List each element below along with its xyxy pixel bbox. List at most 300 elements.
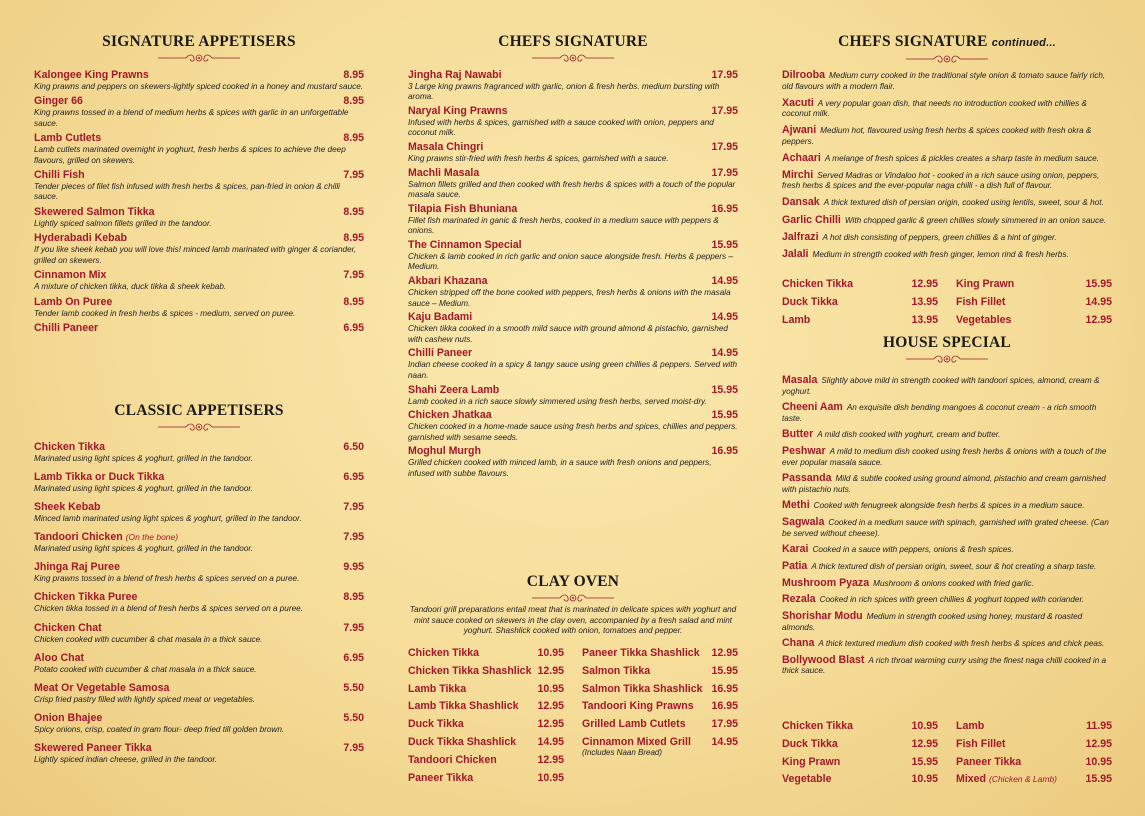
menu-item-price: 16.95 — [711, 445, 738, 458]
price-row-label — [956, 754, 1021, 772]
menu-item-description: Indian cheese cooked in a spicy & tangy sauce using green chillies & peppers. Served with naan. — [408, 360, 738, 380]
menu-item-name — [34, 69, 149, 82]
price-row-name: Tandoori Chicken — [408, 753, 497, 766]
menu-item-description: Lightly spiced salmon fillets grilled in the tandoor. — [34, 218, 212, 228]
menu-item-description: A thick textured dish of persian origin, sweet, sour & hot creating a sharp taste. — [811, 562, 1097, 571]
price-row — [582, 716, 738, 734]
menu-item-price: 16.95 — [711, 203, 738, 216]
menu-item-price: 9.95 — [343, 561, 364, 574]
menu-item — [34, 232, 364, 266]
price-row-label — [956, 771, 1057, 789]
price-row — [956, 771, 1112, 789]
price-row-price: 10.95 — [537, 682, 564, 695]
continued-label: continued... — [991, 37, 1056, 49]
menu-item-header — [34, 69, 364, 82]
price-row — [582, 698, 738, 716]
menu-item-name: Rezala — [782, 593, 816, 606]
price-row-name: Lamb Tikka — [408, 682, 467, 695]
price-row-label — [408, 716, 464, 734]
menu-item — [408, 275, 738, 309]
menu-item-name — [34, 206, 155, 219]
price-row — [782, 312, 938, 330]
menu-item-header — [408, 347, 738, 360]
price-row-name: Chicken Tikka Shashlick — [408, 664, 532, 677]
menu-item-name — [34, 232, 127, 245]
menu-item — [34, 69, 364, 92]
menu-item — [34, 622, 364, 645]
menu-item — [408, 141, 738, 164]
menu-item-description: Fillet fish marinated in ganic & fresh herbs, cooked in a medium sauce with peppers & onions. — [408, 216, 719, 236]
menu-item-header — [408, 105, 738, 118]
menu-item-price: 14.95 — [711, 347, 738, 360]
menu-item-price: 7.95 — [343, 501, 364, 514]
menu-item-header — [34, 322, 364, 335]
menu-item — [782, 544, 1112, 556]
menu-item — [782, 125, 1112, 147]
menu-item-name-text: Skewered Salmon Tikka — [34, 205, 155, 218]
menu-item-description: Marinated using light spices & yoghurt, grilled in the tandoor. — [34, 484, 254, 494]
menu-item-description: Medium hot, flavoured using fresh herbs & spices cooked with fresh okra & peppers. — [782, 126, 1092, 146]
price-row-label — [408, 698, 519, 716]
menu-item-description: If you like sheek kebab you will love this! minced lamb marinated with ginger & coriander, grilled on skewers. — [34, 245, 357, 265]
menu-item-description: Minced lamb marinated using light spices & yoghurt, grilled in the tandoor. — [34, 514, 302, 524]
menu-item-description: Medium curry cooked in the traditional style onion & tomato sauce fairly rich, old flavours with a modern flair. — [782, 71, 1106, 91]
menu-item — [34, 742, 364, 765]
price-row-name: Duck Tikka — [408, 718, 464, 731]
menu-item-header — [34, 591, 364, 604]
clay-oven-intro: Tandoori grill preparations entail meat that is marinated in delicate spices with yoghurt and mint sauce cooked on skewers in the clay oven, accompanied by a fresh salad and mint yoghurt. Shashlick cooked with onion, tomatoes and pepper. — [409, 605, 737, 635]
flourish-ornament-icon — [530, 53, 616, 63]
menu-item — [408, 105, 738, 139]
menu-item — [34, 561, 364, 584]
menu-item-name-text: Hyderabadi Kebab — [34, 232, 128, 245]
menu-item-name: Ajwani — [782, 124, 817, 137]
classic-appetisers-list — [34, 441, 364, 772]
menu-item-name-text: Tilapia Fish Bhuniana — [408, 203, 518, 216]
menu-item — [34, 652, 364, 675]
chefs-signature-continued-title — [782, 33, 1112, 52]
price-row — [782, 754, 938, 772]
flourish-ornament-icon — [530, 593, 616, 603]
chefs-signature-continued-list — [782, 70, 1112, 266]
menu-item-name-text: Cinnamon Mix — [34, 269, 107, 282]
menu-item — [34, 441, 364, 464]
menu-item — [782, 170, 1112, 192]
price-row-name: Duck Tikka — [782, 295, 838, 308]
classic-appetisers-title: CLASSIC APPETISERS — [114, 402, 284, 419]
menu-item — [782, 402, 1112, 424]
price-row-label — [582, 698, 694, 716]
price-row-label — [582, 681, 703, 699]
menu-item-name — [34, 169, 85, 182]
price-row-price: 12.95 — [537, 753, 564, 766]
flourish-ornament-icon — [904, 354, 990, 364]
menu-item — [782, 70, 1112, 92]
menu-item-name-text: Aloo Chat — [34, 651, 85, 664]
menu-item — [34, 206, 364, 229]
menu-item-description: King prawns tossed in a blend of fresh herbs & spices served on a puree. — [34, 574, 300, 584]
price-row — [782, 276, 938, 294]
menu-item-name: Garlic Chilli — [782, 213, 841, 226]
price-row-name: Salmon Tikka — [582, 664, 651, 677]
menu-item — [34, 296, 364, 319]
menu-item-price: 15.95 — [711, 239, 738, 252]
price-row-name: Salmon Tikka Shashlick — [582, 682, 703, 695]
price-row — [956, 294, 1112, 312]
menu-item-description: A thick textured dish of persian origin, cooked using lentils, sweet, sour & hot. — [823, 198, 1104, 208]
price-row-name: Paneer Tikka — [408, 771, 474, 784]
menu-item-name-text: Kalongee King Prawns — [34, 69, 149, 81]
price-row — [408, 681, 564, 699]
menu-item-name: Patia — [782, 560, 808, 572]
clay-oven-prices-left — [408, 645, 564, 787]
signature-appetisers-list — [34, 69, 364, 338]
menu-item-description: A rich throat warming curry using the finest naga chilli cooked in a thick sauce. — [782, 655, 1107, 676]
menu-item-header — [34, 269, 364, 282]
menu-item-name-text: Sheek Kebab — [34, 501, 101, 514]
menu-item-description: King prawns stir-fried with fresh herbs & spices, garnished with a sauce. — [408, 154, 669, 164]
menu-item — [782, 197, 1112, 209]
menu-item-name — [408, 69, 502, 82]
clay-oven-title: CLAY OVEN — [526, 573, 620, 590]
price-row-name: Fish Fillet — [956, 737, 1006, 750]
menu-item-name: Chana — [782, 637, 815, 650]
menu-item-description: Chicken tikka tossed in a blend of fresh herbs & spices served on a puree. — [34, 604, 303, 614]
menu-item — [408, 409, 738, 443]
menu-item-name-text: Chilli Paneer — [34, 322, 99, 335]
menu-item-description: Cooked in a sauce with peppers, onions & fresh spices. — [812, 545, 1014, 555]
menu-item-name — [34, 471, 164, 484]
menu-item-name-text: The Cinnamon Special — [408, 239, 522, 252]
price-row-price: 12.95 — [537, 718, 564, 731]
menu-item-name: Mirchi — [782, 168, 814, 181]
menu-item-name: Bollywood Blast — [782, 653, 865, 666]
menu-item — [782, 446, 1112, 468]
price-row-name: Vegetables — [956, 313, 1012, 326]
menu-item — [782, 638, 1112, 650]
price-row-price: 16.95 — [711, 700, 738, 713]
menu-item-name — [34, 296, 112, 309]
menu-item-description: A thick textured medium dish cooked with fresh herbs & spices and chick peas. — [818, 639, 1105, 649]
price-row-label — [408, 734, 516, 752]
price-row-price: 10.95 — [911, 720, 938, 732]
menu-item — [782, 611, 1112, 633]
menu-item-description: Medium in strength cooked using honey, mustard & roasted almonds. — [782, 612, 1083, 632]
menu-item-description: Infused with herbs & spices, garnished with a sauce cooked with onion, peppers and coconut milk. — [408, 118, 714, 138]
menu-item-price: 8.95 — [343, 132, 364, 145]
menu-item-name — [408, 141, 483, 154]
menu-item-description: Salmon fillets grilled and then cooked with fresh herbs & spices with a touch of the popular masala sauce. — [408, 179, 736, 200]
menu-item-name: Cheeni Aam — [782, 401, 843, 414]
menu-item-name — [34, 269, 106, 282]
chefs-continued-prices-right — [956, 276, 1112, 329]
menu-item-header — [34, 501, 364, 514]
price-row — [408, 698, 564, 716]
price-row-name: Duck Tikka Shashlick — [408, 735, 517, 748]
menu-item-name-text: Moghul Murgh — [408, 445, 481, 458]
menu-item — [782, 429, 1112, 441]
menu-item — [782, 500, 1112, 512]
menu-item-description: Lamb cutlets marinated overnight in yoghurt, fresh herbs & spices to achieve the deep flavours, grilled on skewers. — [34, 145, 346, 165]
price-row — [582, 663, 738, 681]
price-row-label — [956, 312, 1011, 330]
menu-item-name-text: Chicken Jhatkaa — [408, 409, 492, 422]
price-row-price: 12.95 — [1085, 313, 1112, 326]
price-row-name: Paneer Tikka — [956, 755, 1022, 768]
menu-item-name — [34, 95, 83, 108]
menu-item-description: With chopped garlic & green chillies slowly simmered in an onion sauce. — [844, 215, 1107, 225]
menu-item — [782, 578, 1112, 590]
menu-item-header — [34, 169, 364, 182]
menu-item-description: Crisp fried pastry filled with lightly spiced meat or vegetables. — [34, 694, 256, 704]
price-row — [956, 312, 1112, 330]
menu-item-description: Marinated using light spices & yoghurt, grilled in the tandoor. — [34, 454, 254, 463]
menu-item-name-text: Naryal King Prawns — [408, 105, 508, 118]
price-row-price: 13.95 — [911, 313, 938, 326]
menu-item-name-text: Ginger 66 — [34, 95, 83, 108]
menu-item-header — [408, 311, 738, 324]
price-row-price: 15.95 — [711, 664, 738, 677]
price-row-price: 12.95 — [537, 664, 564, 677]
menu-item-name-text: Meat Or Vegetable Samosa — [34, 681, 170, 694]
menu-item — [782, 473, 1112, 495]
price-row — [782, 736, 938, 754]
menu-item-name — [34, 132, 101, 145]
chefs-continued-prices-left — [782, 276, 938, 329]
menu-item — [34, 269, 364, 292]
menu-item-price: 7.95 — [343, 621, 364, 634]
house-special-prices-left — [782, 718, 938, 789]
menu-item-description: A mild to medium dish cooked using fresh herbs & onions with a touch of the ever popular masala sauce. — [782, 447, 1107, 467]
price-row-name: Mixed — [956, 773, 987, 786]
menu-item-description: An exquisite dish bending mangoes & coconut cream - a rich smooth taste. — [782, 403, 1097, 423]
menu-item-price: 8.95 — [343, 69, 364, 81]
menu-item-name — [34, 622, 102, 635]
menu-item-name: Jalfrazi — [782, 230, 819, 243]
menu-item — [782, 517, 1112, 539]
menu-item-name: Butter — [782, 428, 814, 441]
price-row-price: 11.95 — [1086, 720, 1112, 732]
price-row-name: Chicken Tikka — [782, 278, 854, 290]
price-row-name: Paneer Tikka Shashlick — [582, 647, 700, 659]
price-row — [782, 718, 938, 736]
price-row-price: 10.95 — [537, 647, 564, 659]
price-row-label — [956, 718, 984, 736]
price-row — [582, 681, 738, 699]
menu-item-name-text: Machli Masala — [408, 166, 480, 179]
menu-item-description: Mild & subtle cooked using ground almond, pistachio and cream garnished with pistachio nuts. — [782, 474, 1106, 494]
price-row-price: 14.95 — [537, 735, 564, 748]
menu-item-name-text: Lamb Tikka or Duck Tikka — [34, 471, 165, 484]
price-row-price: 12.95 — [911, 737, 938, 750]
menu-item-header — [34, 742, 364, 755]
menu-item — [34, 531, 364, 554]
menu-item — [782, 215, 1112, 227]
price-row-label — [408, 752, 497, 770]
price-row — [582, 645, 738, 663]
price-row-label — [782, 736, 838, 754]
price-row-label — [408, 681, 466, 699]
price-row-price: 16.95 — [711, 682, 738, 695]
menu-item-name-text: Masala Chingri — [408, 141, 484, 154]
menu-item-name — [408, 275, 487, 288]
menu-item-description: Marinated using light spices & yoghurt, grilled in the tandoor. — [34, 544, 254, 554]
menu-item-description: A mild dish cooked with yoghurt, cream and butter. — [817, 430, 1001, 440]
menu-item-name — [34, 682, 169, 695]
menu-item-name-text: Lamb Cutlets — [34, 132, 102, 145]
menu-item-name: Masala — [782, 374, 818, 386]
price-row-label — [408, 770, 473, 788]
menu-item-price: 15.95 — [711, 409, 738, 422]
menu-item-header — [34, 712, 364, 725]
menu-item-name: Achaari — [782, 151, 821, 164]
menu-item — [782, 594, 1112, 606]
menu-item-name-text: Chicken Chat — [34, 621, 102, 634]
menu-item — [782, 98, 1112, 120]
price-row-label — [782, 312, 810, 330]
price-row-price: 12.95 — [711, 647, 738, 659]
price-row-name: King Prawn — [956, 278, 1015, 290]
price-row-price: 12.95 — [911, 278, 938, 290]
menu-item-name — [408, 347, 472, 360]
price-row-name: Chicken Tikka — [408, 647, 480, 659]
menu-item-description: Tender lamb cooked in fresh herbs & spices - medium, served on puree. — [34, 308, 296, 318]
menu-item — [34, 169, 364, 203]
menu-item-name — [408, 203, 517, 216]
price-row-name: Fish Fillet — [956, 295, 1006, 308]
price-row-label — [782, 771, 831, 789]
menu-item-name: Methi — [782, 499, 810, 512]
price-row-label — [782, 276, 853, 294]
menu-item-header — [408, 239, 738, 252]
menu-item-description: Mushroom & onions cooked with fried garlic. — [873, 578, 1034, 588]
menu-item-price: 14.95 — [711, 311, 738, 324]
price-row-price: 12.95 — [1085, 737, 1112, 750]
price-row-name: Grilled Lamb Cutlets — [582, 718, 686, 731]
menu-item-header — [34, 132, 364, 145]
price-row-label — [956, 276, 1014, 294]
menu-item-price: 5.50 — [343, 711, 364, 724]
menu-item-name-text: Chicken Tikka — [34, 441, 106, 453]
menu-item-description: Medium in strength cooked with fresh ginger, lemon rind & fresh herbs. — [812, 249, 1069, 259]
menu-item-description: Slightly above mild in strength cooked with tandoori spices, almond, cream & yoghurt. — [782, 376, 1100, 396]
menu-item-header — [408, 69, 738, 82]
menu-item — [408, 445, 738, 479]
menu-item-name — [408, 384, 499, 397]
menu-item-price: 17.95 — [711, 141, 738, 154]
menu-item-header — [34, 206, 364, 219]
menu-item-header — [34, 622, 364, 635]
menu-item-price: 6.95 — [343, 471, 364, 484]
menu-item-header — [34, 471, 364, 484]
flourish-ornament-icon — [156, 53, 242, 63]
price-row-label — [782, 294, 838, 312]
menu-item-description: Chicken & lamb cooked in rich garlic and onion sauce alongside fresh. Herbs & peppers – Medium. — [408, 252, 733, 272]
price-row-label — [408, 645, 479, 663]
menu-item-note: (On the bone) — [125, 532, 179, 543]
menu-item-description: Spicy onions, crisp, coated in gram flour- deep fried till golden brown. — [34, 724, 285, 734]
menu-item-name: Passanda — [782, 472, 832, 485]
menu-item-name — [34, 652, 84, 665]
menu-item-name — [408, 409, 492, 422]
menu-item-name — [34, 591, 137, 604]
menu-item-name: Jalali — [782, 247, 809, 260]
menu-item-header — [408, 141, 738, 154]
menu-item — [34, 322, 364, 335]
price-row — [408, 734, 564, 752]
house-special-list — [782, 375, 1112, 682]
price-row — [408, 645, 564, 663]
menu-item-name-text: Tandoori Chicken — [34, 531, 123, 544]
menu-item-price: 7.95 — [343, 741, 364, 754]
price-row-label — [956, 736, 1005, 754]
menu-item — [408, 203, 738, 237]
menu-item-name — [408, 445, 481, 458]
price-row-label — [582, 663, 650, 681]
menu-item-name — [34, 441, 105, 454]
price-row — [956, 718, 1112, 736]
menu-item-price: 8.95 — [343, 205, 364, 218]
menu-item-price: 17.95 — [711, 105, 738, 118]
menu-item-name — [34, 531, 178, 544]
menu-item-header — [408, 167, 738, 180]
menu-item-header — [408, 445, 738, 458]
price-row-name: Lamb — [782, 313, 811, 326]
menu-item-name: Sagwala — [782, 516, 825, 529]
menu-item-header — [408, 275, 738, 288]
price-row — [782, 771, 938, 789]
menu-item — [408, 69, 738, 103]
price-row — [782, 294, 938, 312]
menu-item — [408, 167, 738, 201]
price-row-name: Vegetable — [782, 773, 832, 786]
menu-item-header — [408, 384, 738, 397]
price-row-price: 10.95 — [1085, 755, 1112, 768]
chefs-signature-continued-heading: CHEFS SIGNATURE — [838, 33, 988, 50]
menu-item-name: Shorishar Modu — [782, 610, 863, 623]
menu-item-name — [34, 712, 102, 725]
menu-item-name-text: Onion Bhajee — [34, 711, 103, 724]
menu-item — [408, 239, 738, 273]
menu-item-description: Potato cooked with cucumber & chat masala in a thick sauce. — [34, 664, 257, 674]
menu-item-name: Dansak — [782, 196, 820, 209]
menu-item — [408, 311, 738, 345]
menu-item-name: Karai — [782, 543, 809, 556]
menu-item-price: 7.95 — [343, 169, 364, 182]
price-row-label — [956, 294, 1005, 312]
menu-item — [782, 153, 1112, 165]
menu-item — [782, 655, 1112, 677]
menu-item-name: Dilrooba — [782, 69, 825, 81]
price-row — [408, 770, 564, 788]
menu-item-name-text: Akbari Khazana — [408, 275, 488, 288]
menu-item-name — [34, 561, 120, 574]
menu-item-price: 7.95 — [343, 531, 364, 544]
menu-item-name: Peshwar — [782, 445, 826, 458]
menu-item-name — [34, 322, 98, 335]
price-row-label — [582, 716, 686, 734]
menu-item-price: 15.95 — [711, 383, 738, 396]
menu-item — [782, 249, 1112, 261]
price-row — [956, 276, 1112, 294]
clay-oven-prices-right — [582, 645, 738, 757]
menu-item-description: Chicken cooked in a home-made sauce using fresh herbs and spices, chillies and peppers. garnished with sesame seeds. — [408, 422, 738, 442]
price-row-subnote: (Includes Naan Bread) — [582, 747, 663, 757]
flourish-ornament-icon — [904, 54, 990, 64]
menu-item — [782, 375, 1112, 397]
menu-item-name-text: Skewered Paneer Tikka — [34, 741, 152, 754]
menu-item-name-text: Chicken Tikka Puree — [34, 591, 138, 604]
